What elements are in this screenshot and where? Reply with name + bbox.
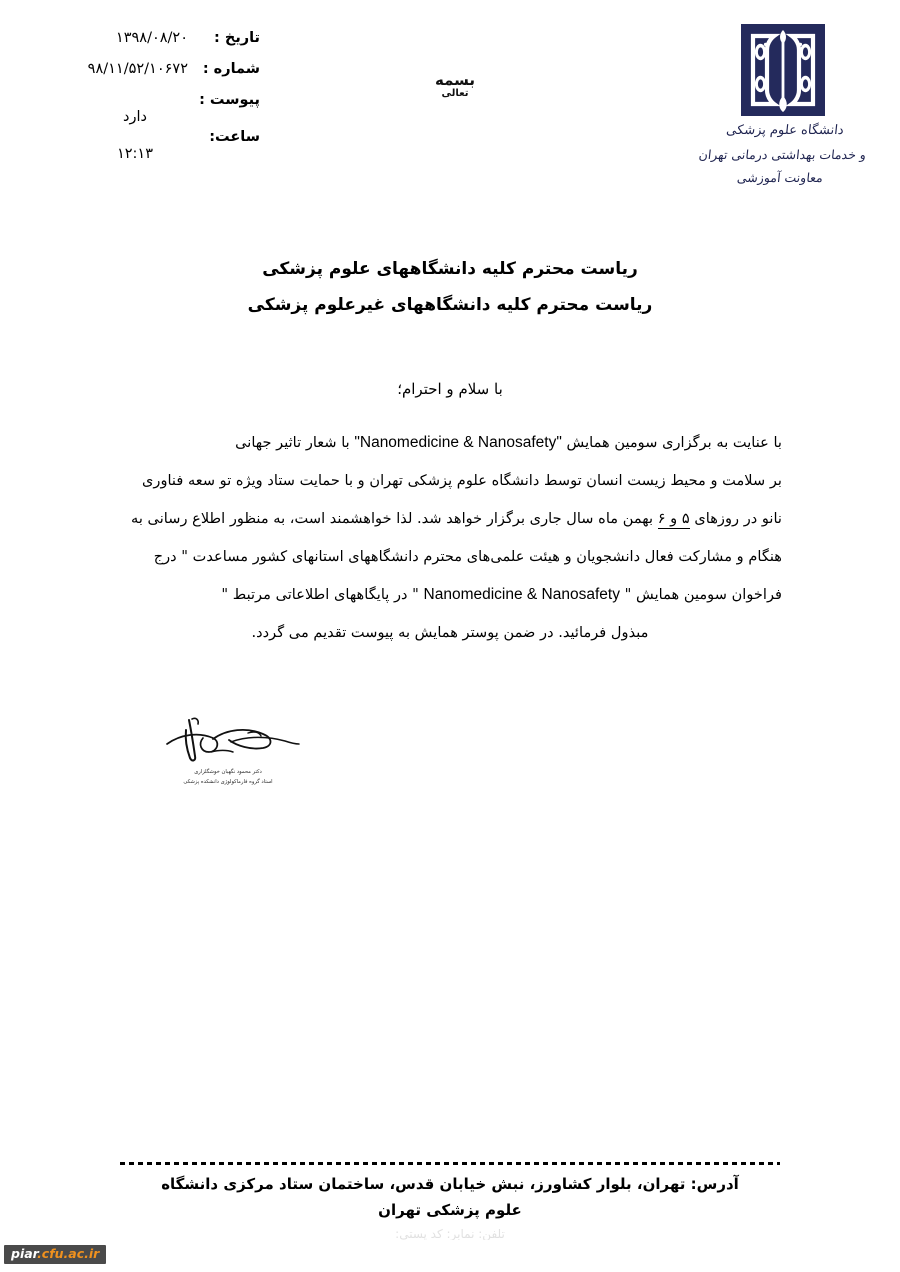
logo-caption-line-3: معاونت آموزشی: [736, 170, 824, 186]
basmala-main: بسمه: [434, 71, 476, 89]
logo-caption: [686, 119, 878, 189]
handwritten-signature-icon: [151, 712, 306, 768]
body-line-1-conference-name: "Nanomedicine & Nanosafety": [354, 434, 562, 451]
time-value: ۱۲:۱۳: [116, 146, 154, 162]
body-line-2: بر سلامت و محیط زیست انسان توسط دانشگاه علوم پزشکی تهران و با حمایت ستاد ویژه تو سعه فناوری: [141, 472, 782, 489]
meta-row-time: [30, 129, 260, 162]
meta-row-attachment: [30, 92, 260, 125]
body-line-6: مبذول فرمائید. در ضمن پوستر همایش به پیوست تقدیم می گردد.: [251, 624, 649, 641]
basmala: [390, 72, 520, 99]
body-line-5-part-a: فراخوان سومین همایش ": [619, 586, 782, 603]
open-book-emblem-icon: [741, 24, 825, 116]
body-line-1: [118, 424, 782, 462]
letter-body: [118, 424, 782, 652]
body-line-1-part-a: با عنایت به برگزاری سومین همایش: [566, 434, 782, 451]
site-watermark-badge: [4, 1245, 106, 1265]
addressee-line-2: ریاست محترم کلیه دانشگاههای غیرعلوم پزشکی: [247, 294, 653, 315]
letter-footer: [0, 1162, 900, 1241]
number-value: ۹۸/۱۱/۵۲/۱۰۶۷۲: [87, 61, 188, 77]
body-line-3-part-a: نانو در روزهای: [689, 510, 782, 527]
footer-address-line-2: علوم پزشکی تهران: [378, 1200, 522, 1219]
time-label: ساعت:: [209, 129, 260, 145]
date-label: تاریخ :: [214, 30, 260, 46]
footer-address-line-1: آدرس: تهران، بلوار کشاورز، نبش خیابان قدس، ساختمان ستاد مرکزی دانشگاه: [161, 1174, 739, 1193]
logo-caption-line-2: و خدمات بهداشتی درمانی تهران: [698, 147, 867, 163]
letter-meta-block: [30, 30, 260, 166]
body-line-3: [118, 500, 782, 538]
meta-row-number: [30, 61, 260, 81]
body-line-5-conference-name: Nanomedicine & Nanosafety: [423, 586, 620, 603]
watermark-text-primary: piar: [11, 1245, 38, 1261]
addressee-block: [118, 252, 782, 323]
body-line-3-part-b: بهمن ماه سال جاری برگزار خواهد شد. لذا خواهشمند است، به منظور اطلاع رسانی به: [131, 510, 658, 527]
signature-title: استاد گروه فارماکولوژی دانشکده پزشکی: [183, 778, 273, 785]
signature-block: [148, 712, 308, 788]
attachment-label: پیوست :: [199, 92, 260, 108]
addressee-line-1: ریاست محترم کلیه دانشگاههای علوم پزشکی: [262, 259, 638, 279]
footer-divider: [120, 1162, 780, 1165]
body-line-5: [118, 576, 782, 614]
attachment-value: دارد: [123, 109, 147, 125]
logo-caption-line-1: دانشگاه علوم پزشکی: [725, 123, 845, 138]
meta-row-date: [30, 30, 260, 50]
watermark-text-secondary: .cfu.ac.ir: [37, 1245, 100, 1261]
greeting-line: با سلام و احترام؛: [397, 380, 503, 398]
number-label: شماره :: [202, 61, 260, 77]
body-line-5-part-b: " در پایگاههای اطلاعاتی مرتبط ": [221, 586, 424, 603]
footer-contact-faded: تلفن: نمابر: کد پستی:: [395, 1227, 505, 1240]
body-line-1-part-b: با شعار تاثیر جهانی: [235, 434, 355, 451]
date-value: ۱۳۹۸/۰۸/۲۰: [115, 30, 188, 46]
signature-name: دکتر محمود نگهبان خوشگلزاری: [194, 769, 262, 775]
body-line-3-dates: ۵ و ۶: [657, 510, 690, 527]
body-line-4: هنگام و مشارکت فعال دانشجویان و هیئت علمی‌های محترم دانشگاههای استانهای کشور مساعدت " درج: [153, 548, 782, 565]
basmala-sub: تعالی: [441, 87, 469, 99]
university-logo-block: [690, 24, 875, 189]
